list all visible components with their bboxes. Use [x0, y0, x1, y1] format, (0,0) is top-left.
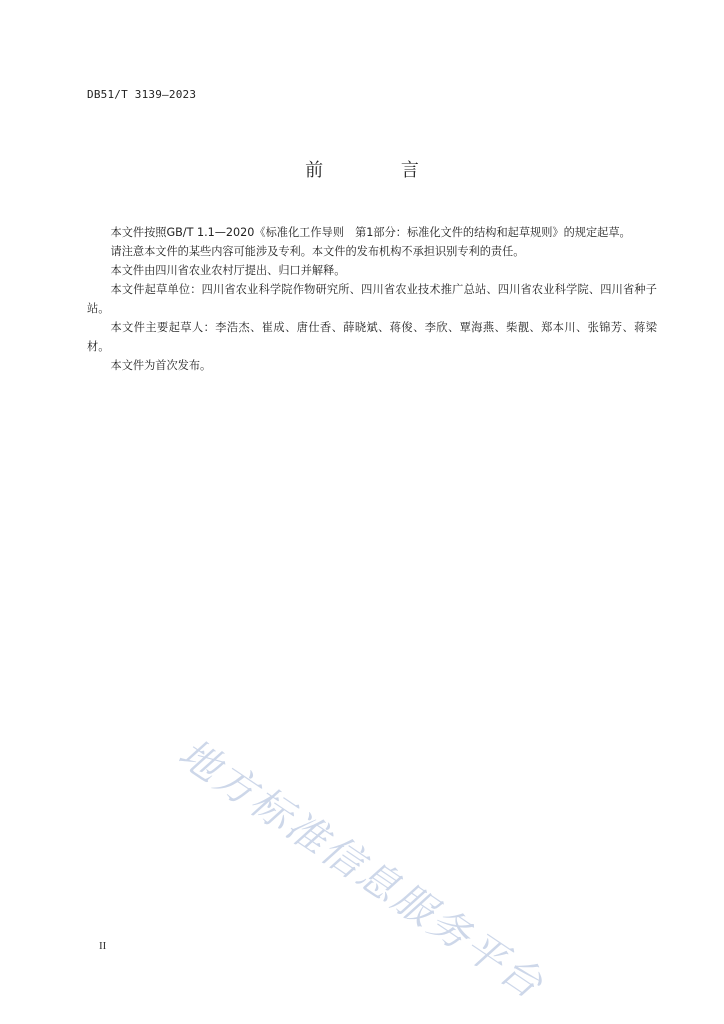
page-number: II: [99, 940, 107, 952]
paragraph-proposer: 本文件由四川省农业农村厅提出、归口并解释。: [110, 264, 346, 277]
paragraph-patent-notice: 请注意本文件的某些内容可能涉及专利。本文件的发布机构不承担识别专利的责任。: [110, 245, 525, 258]
foreword-body: [87, 223, 657, 375]
paragraph-drafting-units: 本文件起草单位：四川省农业科学院作物研究所、四川省农业技术推广总站、四川省农业科学院、四川省种子站。: [87, 283, 657, 315]
watermark: 地方标准信息服务平台: [170, 730, 553, 1009]
paragraph-first-release: 本文件为首次发布。: [110, 359, 212, 372]
paragraph-drafting-rules: 本文件按照GB/T 1.1—2020《标准化工作导则 第1部分：标准化文件的结构和起草规则》的规定起草。: [110, 226, 631, 239]
document-code: DB51/T 3139—2023: [87, 88, 197, 101]
page-title: 前 言: [305, 160, 455, 181]
paragraph-drafters: 本文件主要起草人：李浩杰、崔成、唐仕香、薛晓斌、蒋俊、李欣、覃海燕、柴靓、郑本川、张锦芳、蒋梁材。: [87, 321, 657, 353]
